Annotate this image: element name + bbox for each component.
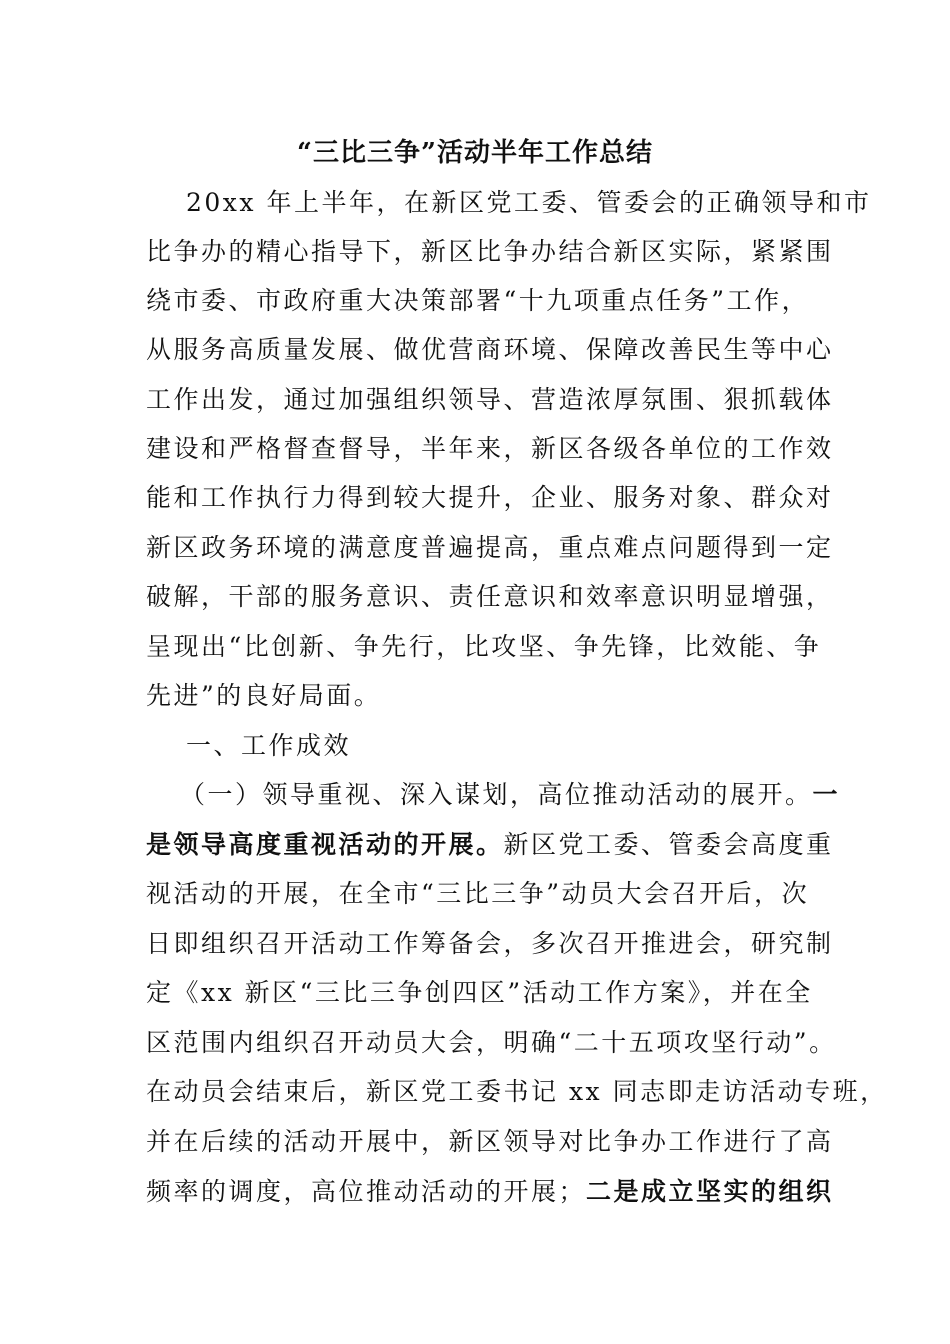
paragraph-line: 工作出发，通过加强组织领导、营造浓厚氛围、狠抓载体: [146, 385, 834, 414]
paragraph-line: 呈现出“比创新、争先行，比攻坚、争先锋，比效能、争: [146, 632, 822, 661]
paragraph-line: [146, 1172, 834, 1212]
paragraph-line: 视活动的开展，在全市“三比三争”动员大会召开后，次: [146, 879, 810, 908]
paragraph-line: 20xx 年上半年，在新区党工委、管委会的正确领导和市: [186, 188, 872, 217]
paragraph-line: [146, 825, 834, 865]
paragraph-line: 在动员会结束后，新区党工委书记 xx 同志即走访活动专班，: [146, 1077, 888, 1106]
paragraph-line: 区范围内组织召开动员大会，明确“二十五项攻坚行动”。: [146, 1028, 837, 1057]
document-title: “三比三争”活动半年工作总结: [297, 138, 653, 168]
paragraph-line: 新区政务环境的满意度普遍提高，重点难点问题得到一定: [146, 533, 834, 562]
paragraph-text: 新区党工委、管委会高度重: [503, 830, 834, 859]
section-heading: 一、工作成效: [186, 731, 352, 760]
paragraph-line: 从服务高质量发展、做优营商环境、保障改善民生等中心: [146, 335, 834, 364]
paragraph-text: 频率的调度，高位推动活动的开展；: [146, 1177, 587, 1206]
bold-lead: 二是成立坚实的组织: [586, 1177, 834, 1206]
paragraph-line: 破解，干部的服务意识、责任意识和效率意识明显增强，: [146, 582, 834, 611]
subsection-line: [180, 775, 850, 815]
paragraph-line: 能和工作执行力得到较大提升，企业、服务对象、群众对: [146, 483, 834, 512]
bold-lead: 一: [812, 780, 841, 809]
paragraph-line: 日即组织召开活动工作筹备会，多次召开推进会，研究制: [146, 929, 834, 958]
paragraph-line: 绕市委、市政府重大决策部署“十九项重点任务”工作，: [146, 286, 810, 315]
paragraph-line: 并在后续的活动开展中，新区领导对比争办工作进行了高: [146, 1127, 834, 1156]
subsection-heading: （一）领导重视、深入谋划，高位推动活动的展开。: [180, 780, 813, 809]
paragraph-line: 定《xx 新区“三比三争创四区”活动工作方案》，并在全: [146, 978, 813, 1007]
paragraph-line: 建设和严格督查督导，半年来，新区各级各单位的工作效: [146, 434, 834, 463]
paragraph-line: 先进”的良好局面。: [146, 681, 382, 710]
bold-lead: 是领导高度重视活动的开展。: [146, 830, 504, 859]
paragraph-line: 比争办的精心指导下，新区比争办结合新区实际，紧紧围: [146, 237, 834, 266]
